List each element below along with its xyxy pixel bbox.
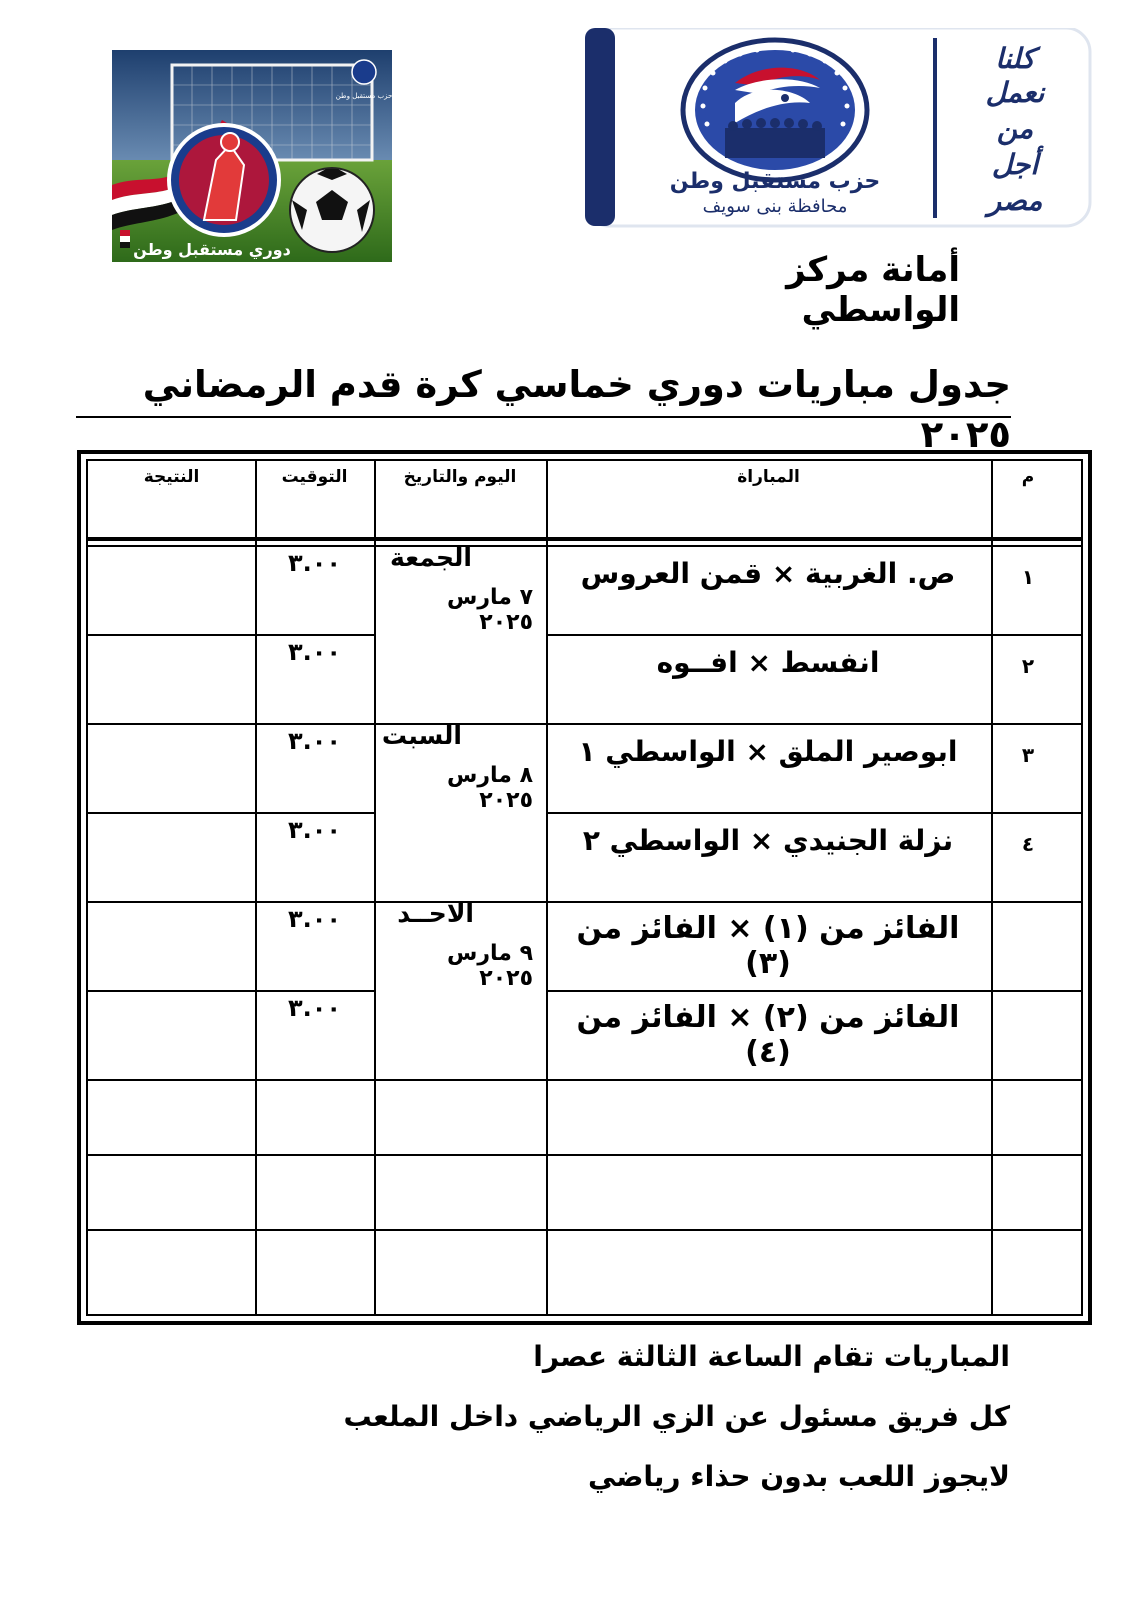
row-2-number: ٢ bbox=[1021, 654, 1035, 678]
row-6-time: ٣.٠٠ bbox=[287, 994, 342, 1022]
league-banner-image bbox=[112, 50, 392, 262]
date-3: ٩ مارس ٢٠٢٥ bbox=[446, 941, 533, 991]
party-name: حزب مستقبل وطن bbox=[669, 169, 881, 194]
row-3-time: ٣.٠٠ bbox=[287, 727, 342, 755]
day-1: الجمعة bbox=[389, 543, 472, 572]
header-result: النتيجة bbox=[143, 467, 200, 487]
note-1: المباريات تقام الساعة الثالثة عصرا bbox=[533, 1340, 1010, 1373]
governorate-name: محافظة بنى سويف bbox=[702, 196, 848, 217]
row-1-time: ٣.٠٠ bbox=[287, 549, 342, 577]
header-time: التوقيت bbox=[281, 467, 348, 487]
note-2: كل فريق مسئول عن الزي الرياضي داخل الملعب bbox=[343, 1400, 1010, 1433]
row-5-match: الفائز من (١) × الفائز من (٣) bbox=[576, 911, 960, 981]
date-1: ٧ مارس ٢٠٢٥ bbox=[446, 585, 533, 635]
football-banner-graphic bbox=[112, 50, 392, 262]
schedule-table-grid bbox=[86, 459, 1083, 1316]
day-2: السبت bbox=[381, 721, 462, 750]
row-3-match: ابوصير الملق × الواسطي ١ bbox=[578, 735, 958, 768]
row-5-time: ٣.٠٠ bbox=[287, 905, 342, 933]
row-1-match: ص. الغربية × قمن العروس bbox=[580, 557, 956, 590]
row-6-match: الفائز من (٢) × الفائز من (٤) bbox=[576, 1000, 960, 1070]
banner-small-text: حزب مستقبل وطن bbox=[335, 92, 392, 100]
slogan-line-1: كلنا bbox=[995, 42, 1035, 75]
slogan-line-3: من bbox=[996, 112, 1034, 145]
secretariat-name: أمانة مركز الواسطي bbox=[786, 250, 960, 330]
row-2-time: ٣.٠٠ bbox=[287, 638, 342, 666]
slogan-line-5: مصر bbox=[987, 184, 1043, 217]
banner-caption: دوري مستقبل وطن bbox=[133, 240, 291, 259]
day-3: الاحــد bbox=[397, 899, 474, 928]
row-3-number: ٣ bbox=[1021, 743, 1035, 767]
row-4-match: نزلة الجنيدي × الواسطي ٢ bbox=[582, 824, 954, 857]
schedule-table bbox=[77, 450, 1092, 1325]
header-number: م bbox=[1021, 467, 1035, 487]
row-2-match: انفسط × افــوه bbox=[656, 646, 880, 679]
slogan-line-2: نعمل bbox=[985, 76, 1045, 109]
party-logo bbox=[585, 28, 1095, 228]
row-4-time: ٣.٠٠ bbox=[287, 816, 342, 844]
note-3: لايجوز اللعب بدون حذاء رياضي bbox=[588, 1460, 1010, 1493]
header-day-date: اليوم والتاريخ bbox=[403, 467, 517, 487]
header-match: المباراة bbox=[737, 467, 800, 487]
date-2: ٨ مارس ٢٠٢٥ bbox=[446, 763, 533, 813]
row-4-number: ٤ bbox=[1021, 832, 1035, 856]
row-1-number: ١ bbox=[1021, 565, 1035, 589]
slogan-line-4: أجل bbox=[991, 148, 1039, 181]
page-title: جدول مباريات دوري خماسي كرة قدم الرمضاني ٢٠٢٥ bbox=[76, 360, 1011, 418]
